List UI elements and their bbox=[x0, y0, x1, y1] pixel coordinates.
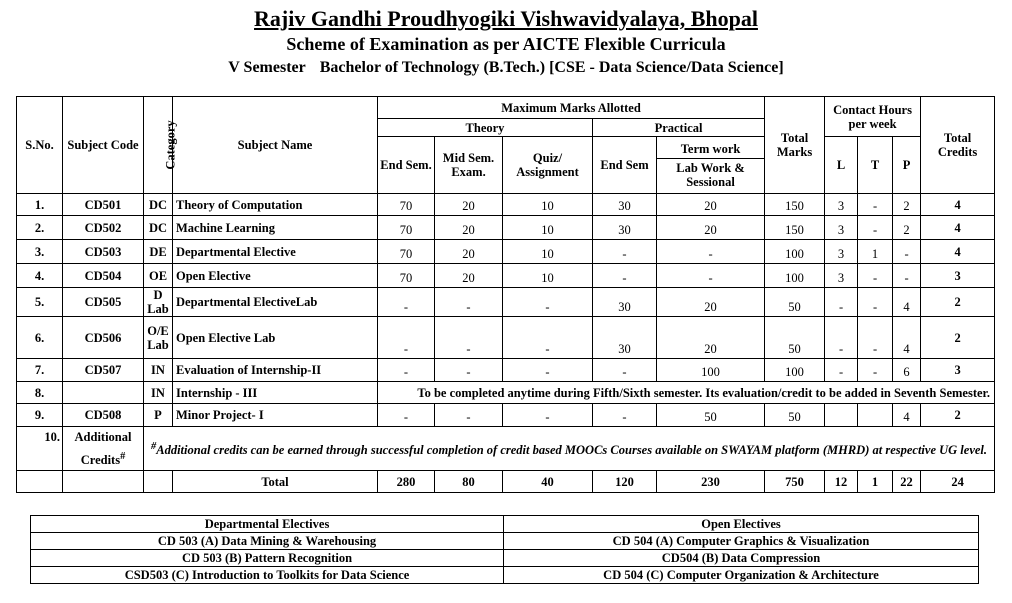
cell-sno: 9. bbox=[17, 404, 63, 427]
cell-pr-end: 30 bbox=[593, 288, 657, 317]
cell-th-end: 70 bbox=[378, 240, 435, 264]
header-practical-end-sem: End Sem bbox=[593, 137, 657, 194]
cell-category: O/E Lab bbox=[144, 317, 173, 359]
cell-category: DC bbox=[144, 194, 173, 216]
cell-P: - bbox=[893, 264, 921, 288]
table-row bbox=[17, 359, 995, 382]
cell-th-quiz: - bbox=[503, 404, 593, 427]
cell-T bbox=[858, 404, 893, 427]
header-quiz: Quiz/ Assignment bbox=[503, 137, 593, 194]
cell-total: 50 bbox=[765, 288, 825, 317]
cell-pr-end: - bbox=[593, 404, 657, 427]
cell-P: 4 bbox=[893, 317, 921, 359]
cell-subject-name: Internship - III bbox=[173, 382, 378, 404]
cell-th-end: 70 bbox=[378, 194, 435, 216]
cell-subject-code: CD502 bbox=[63, 216, 144, 240]
cell-pr-end: 30 bbox=[593, 216, 657, 240]
cell-subject-code: CD506 bbox=[63, 317, 144, 359]
cell-P: 4 bbox=[893, 404, 921, 427]
cell-th-end: - bbox=[378, 404, 435, 427]
cell-th-mid: - bbox=[435, 404, 503, 427]
cell-P: - bbox=[893, 240, 921, 264]
cell-th-end: 70 bbox=[378, 264, 435, 288]
dept-elective-item: CD 503 (B) Pattern Recognition bbox=[31, 550, 504, 567]
cell-subject-name: Departmental ElectiveLab bbox=[173, 288, 378, 317]
table-row bbox=[17, 427, 995, 471]
table-row bbox=[17, 240, 995, 264]
cell-th-end: - bbox=[378, 288, 435, 317]
cell-pr-lab: 20 bbox=[657, 194, 765, 216]
cell-pr-lab: 20 bbox=[657, 216, 765, 240]
cell-L: 3 bbox=[825, 194, 858, 216]
cell-total: 100 bbox=[765, 240, 825, 264]
elective-row bbox=[31, 533, 979, 550]
cell-category: DC bbox=[144, 216, 173, 240]
cell-th-mid: 20 bbox=[435, 194, 503, 216]
university-name: Rajiv Gandhi Proudhyogiki Vishwavidyalaya, Bhopal bbox=[254, 6, 758, 31]
university-title bbox=[0, 6, 1012, 32]
cell-credits: 2 bbox=[921, 288, 995, 317]
total-th-quiz: 40 bbox=[503, 471, 593, 493]
cell-subject-code: CD507 bbox=[63, 359, 144, 382]
cell-T: - bbox=[858, 288, 893, 317]
header-sno: S.No. bbox=[17, 97, 63, 194]
table-row bbox=[17, 264, 995, 288]
cell-subject-code: CD505 bbox=[63, 288, 144, 317]
cell-additional-credits bbox=[63, 427, 144, 471]
elective-row bbox=[31, 567, 979, 584]
cell-th-end: - bbox=[378, 317, 435, 359]
cell-total: 100 bbox=[765, 359, 825, 382]
cell-total-label: Total bbox=[173, 471, 378, 493]
dept-elective-item: CD 503 (A) Data Mining & Warehousing bbox=[31, 533, 504, 550]
header-total-marks: Total Marks bbox=[765, 97, 825, 194]
total-pr-lab: 230 bbox=[657, 471, 765, 493]
header-T: T bbox=[858, 137, 893, 194]
cell-credits: 4 bbox=[921, 240, 995, 264]
cell-th-quiz: 10 bbox=[503, 194, 593, 216]
cell-sno: 5. bbox=[17, 288, 63, 317]
header-subject-name: Subject Name bbox=[173, 97, 378, 194]
cell-th-quiz: 10 bbox=[503, 216, 593, 240]
cell-total: 150 bbox=[765, 194, 825, 216]
cell-category: IN bbox=[144, 382, 173, 404]
electives-table bbox=[30, 515, 979, 584]
cell-P: 6 bbox=[893, 359, 921, 382]
open-electives-title: Open Electives bbox=[504, 516, 979, 533]
cell-pr-lab: 20 bbox=[657, 288, 765, 317]
cell-th-mid: 20 bbox=[435, 216, 503, 240]
header-category-label: Category bbox=[163, 120, 178, 170]
open-elective-item: CD504 (B) Data Compression bbox=[504, 550, 979, 567]
cell-T: - bbox=[858, 216, 893, 240]
header-max-marks: Maximum Marks Allotted bbox=[378, 97, 765, 119]
cell-th-mid: 20 bbox=[435, 240, 503, 264]
cell-sno: 10. bbox=[17, 427, 63, 471]
cell-subject-name: Machine Learning bbox=[173, 216, 378, 240]
cell-P: 4 bbox=[893, 288, 921, 317]
cell-L: - bbox=[825, 317, 858, 359]
header-total-credits: Total Credits bbox=[921, 97, 995, 194]
cell-subject-code: CD501 bbox=[63, 194, 144, 216]
cell-subject-name: Open Elective bbox=[173, 264, 378, 288]
cell-credits: 4 bbox=[921, 194, 995, 216]
cell-credits: 2 bbox=[921, 404, 995, 427]
cell-category: D Lab bbox=[144, 288, 173, 317]
semester-label: V Semester bbox=[228, 59, 306, 76]
table-row bbox=[17, 216, 995, 240]
total-th-mid: 80 bbox=[435, 471, 503, 493]
cell-T: - bbox=[858, 264, 893, 288]
cell-pr-end: 30 bbox=[593, 194, 657, 216]
cell-T: - bbox=[858, 359, 893, 382]
cell-empty bbox=[144, 471, 173, 493]
table-row bbox=[17, 382, 995, 404]
header-mid-sem: Mid Sem. Exam. bbox=[435, 137, 503, 194]
header-contact-hours: Contact Hours per week bbox=[825, 97, 921, 137]
total-total: 750 bbox=[765, 471, 825, 493]
cell-th-end: 70 bbox=[378, 216, 435, 240]
semester-title bbox=[0, 59, 1012, 77]
cell-th-end: - bbox=[378, 359, 435, 382]
cell-L bbox=[825, 404, 858, 427]
dept-electives-title: Departmental Electives bbox=[31, 516, 504, 533]
cell-total: 100 bbox=[765, 264, 825, 288]
cell-subject-code: CD503 bbox=[63, 240, 144, 264]
additional-credits-label: Additional Credits bbox=[74, 430, 132, 468]
cell-T: - bbox=[858, 317, 893, 359]
cell-th-mid: - bbox=[435, 288, 503, 317]
cell-total: 50 bbox=[765, 317, 825, 359]
additional-note-text: Additional credits can be earned through successful completion of credit based MOOCs Courses available on SWAYAM platform (MHRD) at respective UG level. bbox=[156, 443, 988, 458]
cell-credits: 2 bbox=[921, 317, 995, 359]
additional-credits-sup: # bbox=[120, 451, 126, 462]
cell-sno: 3. bbox=[17, 240, 63, 264]
cell-credits: 4 bbox=[921, 216, 995, 240]
cell-additional-note bbox=[144, 427, 995, 471]
table-row bbox=[17, 404, 995, 427]
cell-th-mid: 20 bbox=[435, 264, 503, 288]
cell-total: 150 bbox=[765, 216, 825, 240]
cell-empty bbox=[63, 471, 144, 493]
elective-row bbox=[31, 550, 979, 567]
table-row bbox=[17, 317, 995, 359]
cell-note: To be completed anytime during Fifth/Sixth semester. Its evaluation/credit to be added in Seventh Semester. bbox=[378, 382, 995, 404]
cell-sno: 8. bbox=[17, 382, 63, 404]
scheme-title: Scheme of Examination as per AICTE Flexible Curricula bbox=[286, 34, 726, 54]
cell-th-mid: - bbox=[435, 317, 503, 359]
cell-credits: 3 bbox=[921, 264, 995, 288]
cell-th-quiz: - bbox=[503, 359, 593, 382]
cell-subject-name: Departmental Elective bbox=[173, 240, 378, 264]
cell-category: IN bbox=[144, 359, 173, 382]
cell-th-quiz: - bbox=[503, 288, 593, 317]
table-row bbox=[17, 194, 995, 216]
scheme-table bbox=[16, 96, 995, 493]
header-practical: Practical bbox=[593, 119, 765, 137]
cell-subject-name: Open Elective Lab bbox=[173, 317, 378, 359]
cell-subject-name: Evaluation of Internship-II bbox=[173, 359, 378, 382]
header-term-work-label: Term work bbox=[657, 140, 764, 159]
cell-empty bbox=[17, 471, 63, 493]
cell-th-quiz: 10 bbox=[503, 264, 593, 288]
cell-pr-end: 30 bbox=[593, 317, 657, 359]
cell-pr-end: - bbox=[593, 264, 657, 288]
total-th-end: 280 bbox=[378, 471, 435, 493]
cell-T: - bbox=[858, 194, 893, 216]
cell-total: 50 bbox=[765, 404, 825, 427]
header-L: L bbox=[825, 137, 858, 194]
cell-L: - bbox=[825, 288, 858, 317]
cell-L: - bbox=[825, 359, 858, 382]
cell-pr-end: - bbox=[593, 359, 657, 382]
table-row bbox=[17, 288, 995, 317]
cell-th-mid: - bbox=[435, 359, 503, 382]
cell-T: 1 bbox=[858, 240, 893, 264]
header-lab-work-label: Lab Work & Sessional bbox=[676, 160, 745, 189]
cell-category: P bbox=[144, 404, 173, 427]
cell-category: DE bbox=[144, 240, 173, 264]
header-P: P bbox=[893, 137, 921, 194]
cell-L: 3 bbox=[825, 264, 858, 288]
cell-pr-lab: 100 bbox=[657, 359, 765, 382]
header-subject-code: Subject Code bbox=[63, 97, 144, 194]
cell-pr-end: - bbox=[593, 240, 657, 264]
cell-pr-lab: - bbox=[657, 264, 765, 288]
total-P: 22 bbox=[893, 471, 921, 493]
cell-sno: 6. bbox=[17, 317, 63, 359]
cell-credits: 3 bbox=[921, 359, 995, 382]
open-elective-item: CD 504 (C) Computer Organization & Architecture bbox=[504, 567, 979, 584]
cell-subject-code: CD504 bbox=[63, 264, 144, 288]
cell-sno: 1. bbox=[17, 194, 63, 216]
header-theory: Theory bbox=[378, 119, 593, 137]
cell-pr-lab: - bbox=[657, 240, 765, 264]
cell-L: 3 bbox=[825, 240, 858, 264]
cell-th-quiz: - bbox=[503, 317, 593, 359]
cell-th-quiz: 10 bbox=[503, 240, 593, 264]
cell-subject-code: CD508 bbox=[63, 404, 144, 427]
note-sup: # bbox=[151, 441, 157, 452]
dept-elective-item: CSD503 (C) Introduction to Toolkits for Data Science bbox=[31, 567, 504, 584]
open-elective-item: CD 504 (A) Computer Graphics & Visualization bbox=[504, 533, 979, 550]
total-credits: 24 bbox=[921, 471, 995, 493]
cell-sno: 7. bbox=[17, 359, 63, 382]
header-category bbox=[144, 97, 178, 194]
total-pr-end: 120 bbox=[593, 471, 657, 493]
cell-L: 3 bbox=[825, 216, 858, 240]
cell-category: OE bbox=[144, 264, 173, 288]
cell-subject-name: Minor Project- I bbox=[173, 404, 378, 427]
cell-sno: 4. bbox=[17, 264, 63, 288]
cell-sno: 2. bbox=[17, 216, 63, 240]
total-row bbox=[17, 471, 995, 493]
cell-P: 2 bbox=[893, 194, 921, 216]
cell-subject-code bbox=[63, 382, 144, 404]
cell-subject-name: Theory of Computation bbox=[173, 194, 378, 216]
total-T: 1 bbox=[858, 471, 893, 493]
header-term-work bbox=[657, 137, 765, 194]
header-end-sem: End Sem. bbox=[378, 137, 435, 194]
cell-pr-lab: 50 bbox=[657, 404, 765, 427]
cell-P: 2 bbox=[893, 216, 921, 240]
program-label: Bachelor of Technology (B.Tech.) [CSE - Data Science/Data Science] bbox=[319, 59, 784, 76]
cell-pr-lab: 20 bbox=[657, 317, 765, 359]
total-L: 12 bbox=[825, 471, 858, 493]
